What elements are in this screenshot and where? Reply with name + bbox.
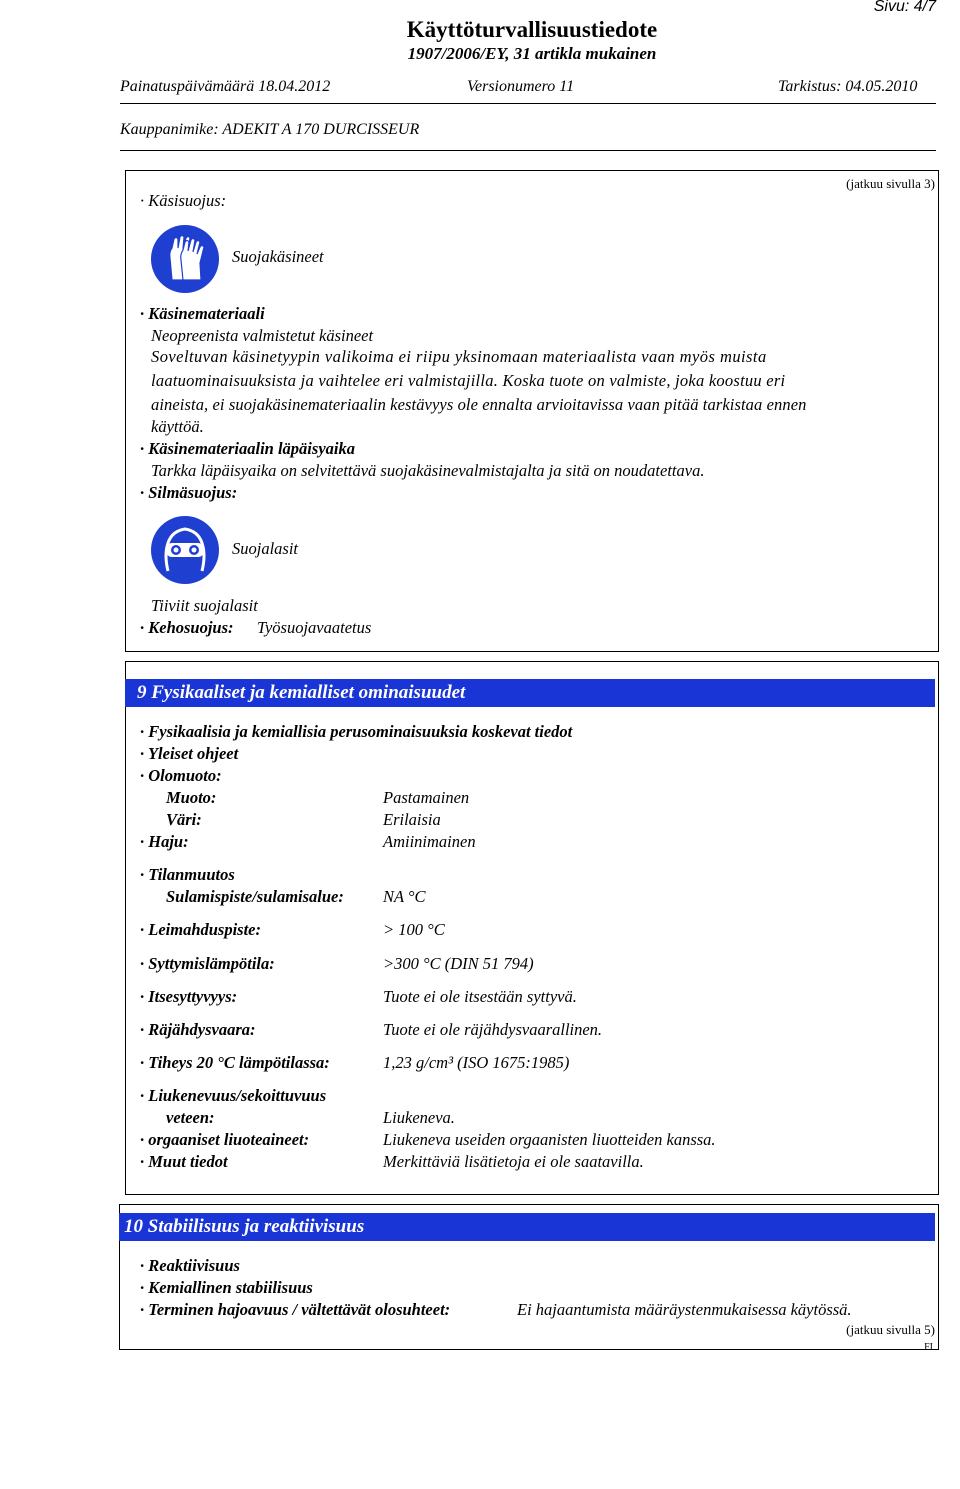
organic-label: · orgaaniset liuoteaineet: xyxy=(140,1130,310,1149)
hand-protection-label: · Käsisuojus: xyxy=(140,191,227,210)
basic-info-label: · Fysikaalisia ja kemiallisia perusominaisuuksia koskevat tiedot xyxy=(140,722,573,741)
water-value: Liukeneva. xyxy=(383,1108,455,1127)
gloves-caption: Suojakäsineet xyxy=(232,247,324,266)
appearance-label: · Olomuoto: xyxy=(140,766,222,785)
thermal-decomposition-label: · Terminen hajoavuus / vältettävät olosuhteet: xyxy=(140,1300,451,1319)
eye-protection-text: Tiiviit suojalasit xyxy=(151,596,258,615)
density-value: 1,23 g/cm³ (ISO 1675:1985) xyxy=(383,1053,570,1072)
form-label: Muoto: xyxy=(166,788,217,807)
frame-bottom xyxy=(125,651,939,652)
goggles-icon xyxy=(150,515,220,585)
header-rule xyxy=(120,103,936,104)
flash-point-value: > 100 °C xyxy=(383,920,445,939)
form-value: Pastamainen xyxy=(383,788,470,807)
continued-from: (jatkuu sivulla 3) xyxy=(846,176,935,191)
chemical-stability-label: · Kemiallinen stabiilisuus xyxy=(140,1278,313,1297)
gloves-icon xyxy=(150,224,220,294)
eye-protection-label: · Silmäsuojus: xyxy=(140,483,238,502)
other-info-value: Merkittäviä lisätietoja ei ole saatavilla. xyxy=(383,1152,644,1171)
thermal-decomposition-value: Ei hajaantumista määräystenmukaisessa käytössä. xyxy=(517,1300,852,1319)
water-label: veteen: xyxy=(166,1108,215,1127)
trade-name-rule xyxy=(120,150,936,151)
general-label: · Yleiset ohjeet xyxy=(140,744,239,763)
odor-label: · Haju: xyxy=(140,832,189,851)
organic-value: Liukeneva useiden orgaanisten liuotteiden kanssa. xyxy=(383,1130,716,1149)
breakthrough-label: · Käsinemateriaalin läpäisyaika xyxy=(140,439,355,458)
glove-para-line: aineista, ei suojakäsinemateriaalin kestävyys ole ennalta arvioitavissa vaan pitää tarkistaa ennen xyxy=(151,395,807,414)
trade-name: Kauppanimike: ADEKIT A 170 DURCISSEUR xyxy=(120,121,420,138)
page-number: Sivu: 4/7 xyxy=(873,0,936,15)
section9-title-text: 9 Fysikaaliset ja kemialliset ominaisuudet xyxy=(137,682,466,703)
color-label: Väri: xyxy=(166,810,202,829)
ignition-value: >300 °C (DIN 51 794) xyxy=(383,954,534,973)
body-protection-value: Työsuojavaatetus xyxy=(257,618,372,637)
glove-material-text: Neopreenista valmistetut käsineet xyxy=(151,326,374,345)
reactivity-label: · Reaktiivisuus xyxy=(140,1256,240,1275)
ignition-label: · Syttymislämpötila: xyxy=(140,954,275,973)
solubility-label: · Liukenevuus/sekoittuvuus xyxy=(140,1086,327,1105)
section9-title xyxy=(125,679,935,707)
version-number: Versionumero 11 xyxy=(467,78,575,95)
revision-date: Tarkistus: 04.05.2010 xyxy=(778,78,918,95)
other-info-label: · Muut tiedot xyxy=(140,1152,228,1171)
self-ignition-value: Tuote ei ole itsestään syttyvä. xyxy=(383,987,577,1006)
glove-para-line: laatuominaisuuksista ja vaihtelee eri valmistajilla. Koska tuote on valmiste, joka koostuu eri xyxy=(151,371,786,390)
glove-para-line: Soveltuvan käsinetyypin valikoima ei riipu yksinomaan materiaalista vaan myös muista xyxy=(151,347,767,366)
glove-para-line: käyttöä. xyxy=(151,417,204,436)
print-date: Painatuspäivämäärä 18.04.2012 xyxy=(120,78,331,95)
body-protection-label: · Kehosuojus: xyxy=(140,618,234,637)
density-label: · Tiheys 20 °C lämpötilassa: xyxy=(140,1053,330,1072)
breakthrough-text: Tarkka läpäisyaika on selvitettävä suojakäsinevalmistajalta ja sitä on noudatettava. xyxy=(151,461,705,480)
odor-value: Amiinimainen xyxy=(383,832,476,851)
section10-title xyxy=(119,1213,935,1241)
section10-title-text: 10 Stabiilisuus ja reaktiivisuus xyxy=(124,1216,365,1237)
melting-label: Sulamispiste/sulamisalue: xyxy=(166,887,344,906)
document-title: Käyttöturvallisuustiedote xyxy=(406,17,658,42)
flash-point-label: · Leimahduspiste: xyxy=(140,920,262,939)
melting-value: NA °C xyxy=(383,887,426,906)
document-subtitle: 1907/2006/EY, 31 artikla mukainen xyxy=(407,44,657,63)
goggles-caption: Suojalasit xyxy=(232,539,299,558)
glove-material-label: · Käsinemateriaali xyxy=(140,304,265,323)
language-code: FI xyxy=(924,1342,933,1353)
self-ignition-label: · Itsesyttyvyys: xyxy=(140,987,238,1006)
frame-bottom xyxy=(125,1194,939,1195)
explosion-label: · Räjähdysvaara: xyxy=(140,1020,256,1039)
continued-to: (jatkuu sivulla 5) xyxy=(846,1322,935,1337)
color-value: Erilaisia xyxy=(383,810,441,829)
explosion-value: Tuote ei ole räjähdysvaarallinen. xyxy=(383,1020,603,1039)
state-change-label: · Tilanmuutos xyxy=(140,865,235,884)
